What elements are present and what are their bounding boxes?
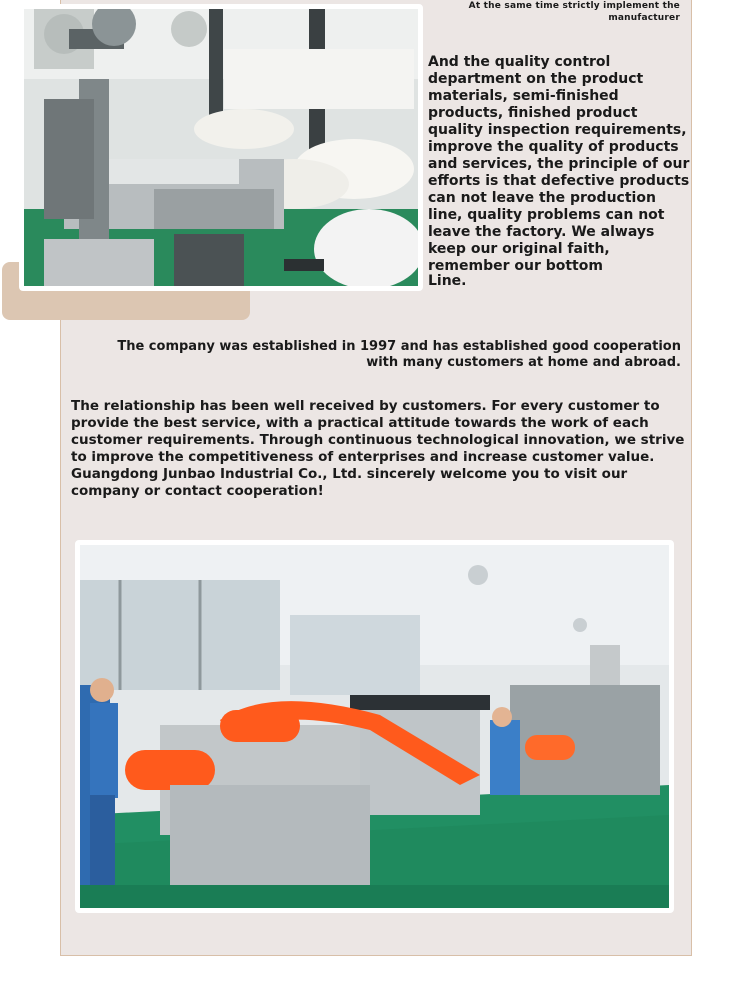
relationship-paragraph: The relationship has been well received by customers. For every customer to provide the best service, with a practical attitude towards the work of each customer requirements. Through continuous technological innovation, we strive to improve the competitiveness of enterprises and increase customer value. Guangdong Junbao Industrial Co., Ltd. sincerely welcome you to visit our company or contact cooperation! [71, 398, 685, 499]
established-paragraph: The company was established in 1997 and has established good cooperation with many customers at home and abroad. [117, 339, 681, 370]
quality-control-paragraph: And the quality control department on the product materials, semi-finished products, finished product quality inspection requirements, improve the quality of products and services, the principle of our efforts is that defective products can not leave the production line, quality problems can not leave the factory. We always keep our original faith, remember our bottom [428, 54, 690, 274]
production-line-image [80, 545, 669, 908]
factory-warehouse-photo [19, 4, 423, 291]
factory-warehouse-image [24, 9, 418, 286]
header-note: At the same time strictly implement the manufacturer [468, 1, 680, 23]
production-line-photo [75, 540, 674, 913]
line-word: Line. [428, 273, 467, 289]
